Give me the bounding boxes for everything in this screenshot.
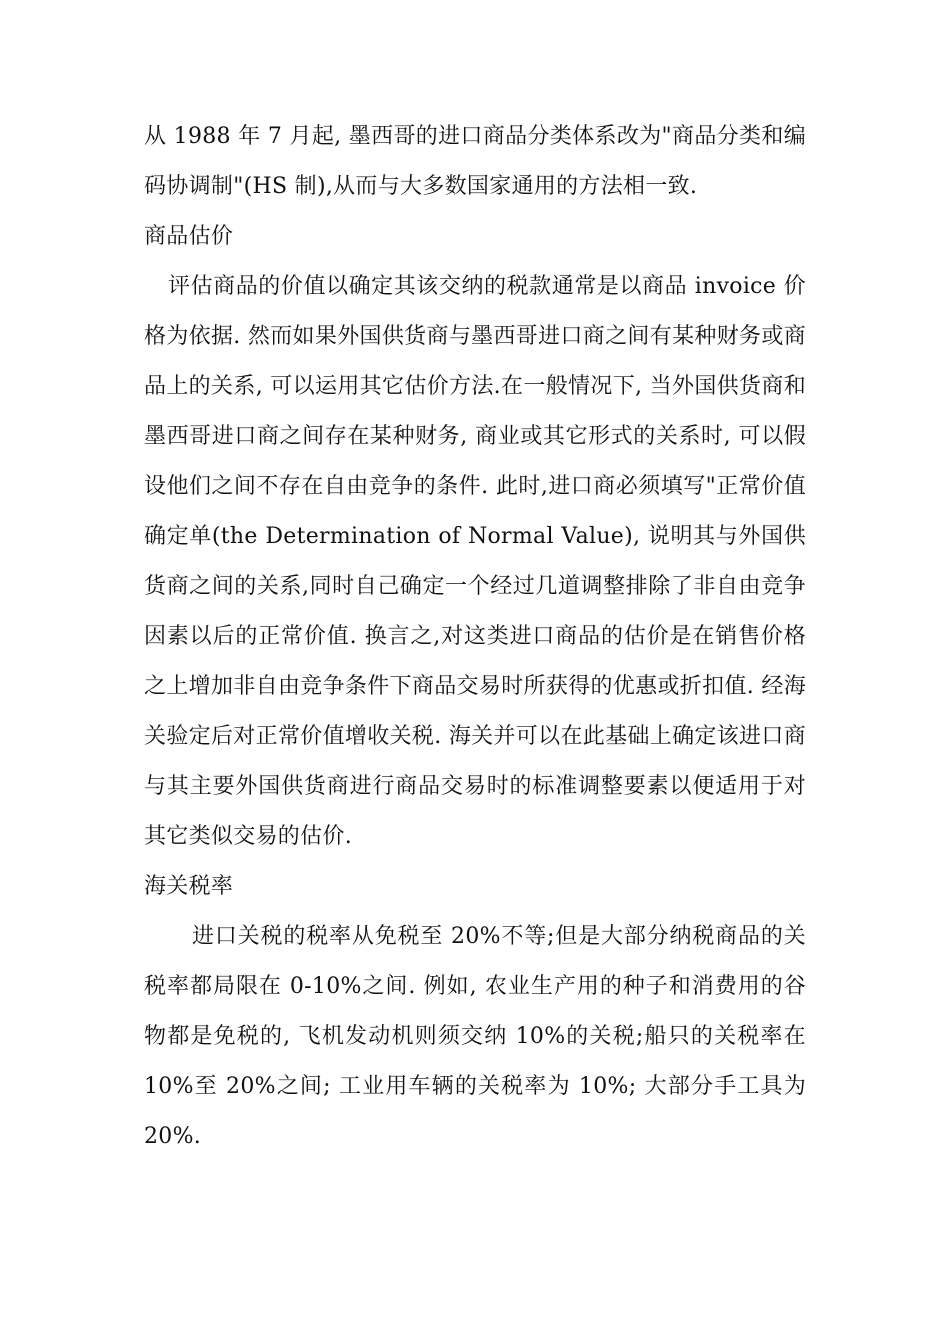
- paragraph-goods-valuation: 评估商品的价值以确定其该交纳的税款通常是以商品 invoice 价格为依据. 然而如果外国供货商与墨西哥进口商之间有某种财务或商品上的关系, 可以运用其它估价方法.在一般情况下, 当外国供货商和墨西哥进口商之间存在某种财务, 商业或其它形式的关系时, 可以假设他们之间不存在自由竞争的条件. 此时,进口商必须填写"正常价值确定单(the Determination of Normal Value), 说明其与外国供货商之间的关系,同时自己确定一个经过几道调整排除了非自由竞争因素以后的正常价值. 换言之,对这类进口商品的估价是在销售价格之上增加非自由竞争条件下商品交易时所获得的优惠或折扣值. 经海关验定后对正常价值增收关税. 海关并可以在此基础上确定该进口商与其主要外国供货商进行商品交易时的标准调整要素以便适用于对其它类似交易的估价.: [144, 274, 806, 849]
- heading-customs-tariff: 海关税率: [144, 874, 234, 899]
- paragraph-customs-tariff: 进口关税的税率从免税至 20%不等;但是大部分纳税商品的关税率都局限在 0-10%之间. 例如, 农业生产用的种子和消费用的谷物都是免税的, 飞机发动机则须交纳 10%的关税;船只的关税率在 10%至 20%之间; 工业用车辆的关税率为 10%; 大部分手工具为 20%.: [144, 924, 806, 1149]
- document-body: [144, 112, 806, 1162]
- heading-goods-valuation: 商品估价: [144, 224, 234, 249]
- paragraph-hs-classification: 从 1988 年 7 月起, 墨西哥的进口商品分类体系改为"商品分类和编码协调制"(HS 制),从而与大多数国家通用的方法相一致.: [144, 124, 806, 199]
